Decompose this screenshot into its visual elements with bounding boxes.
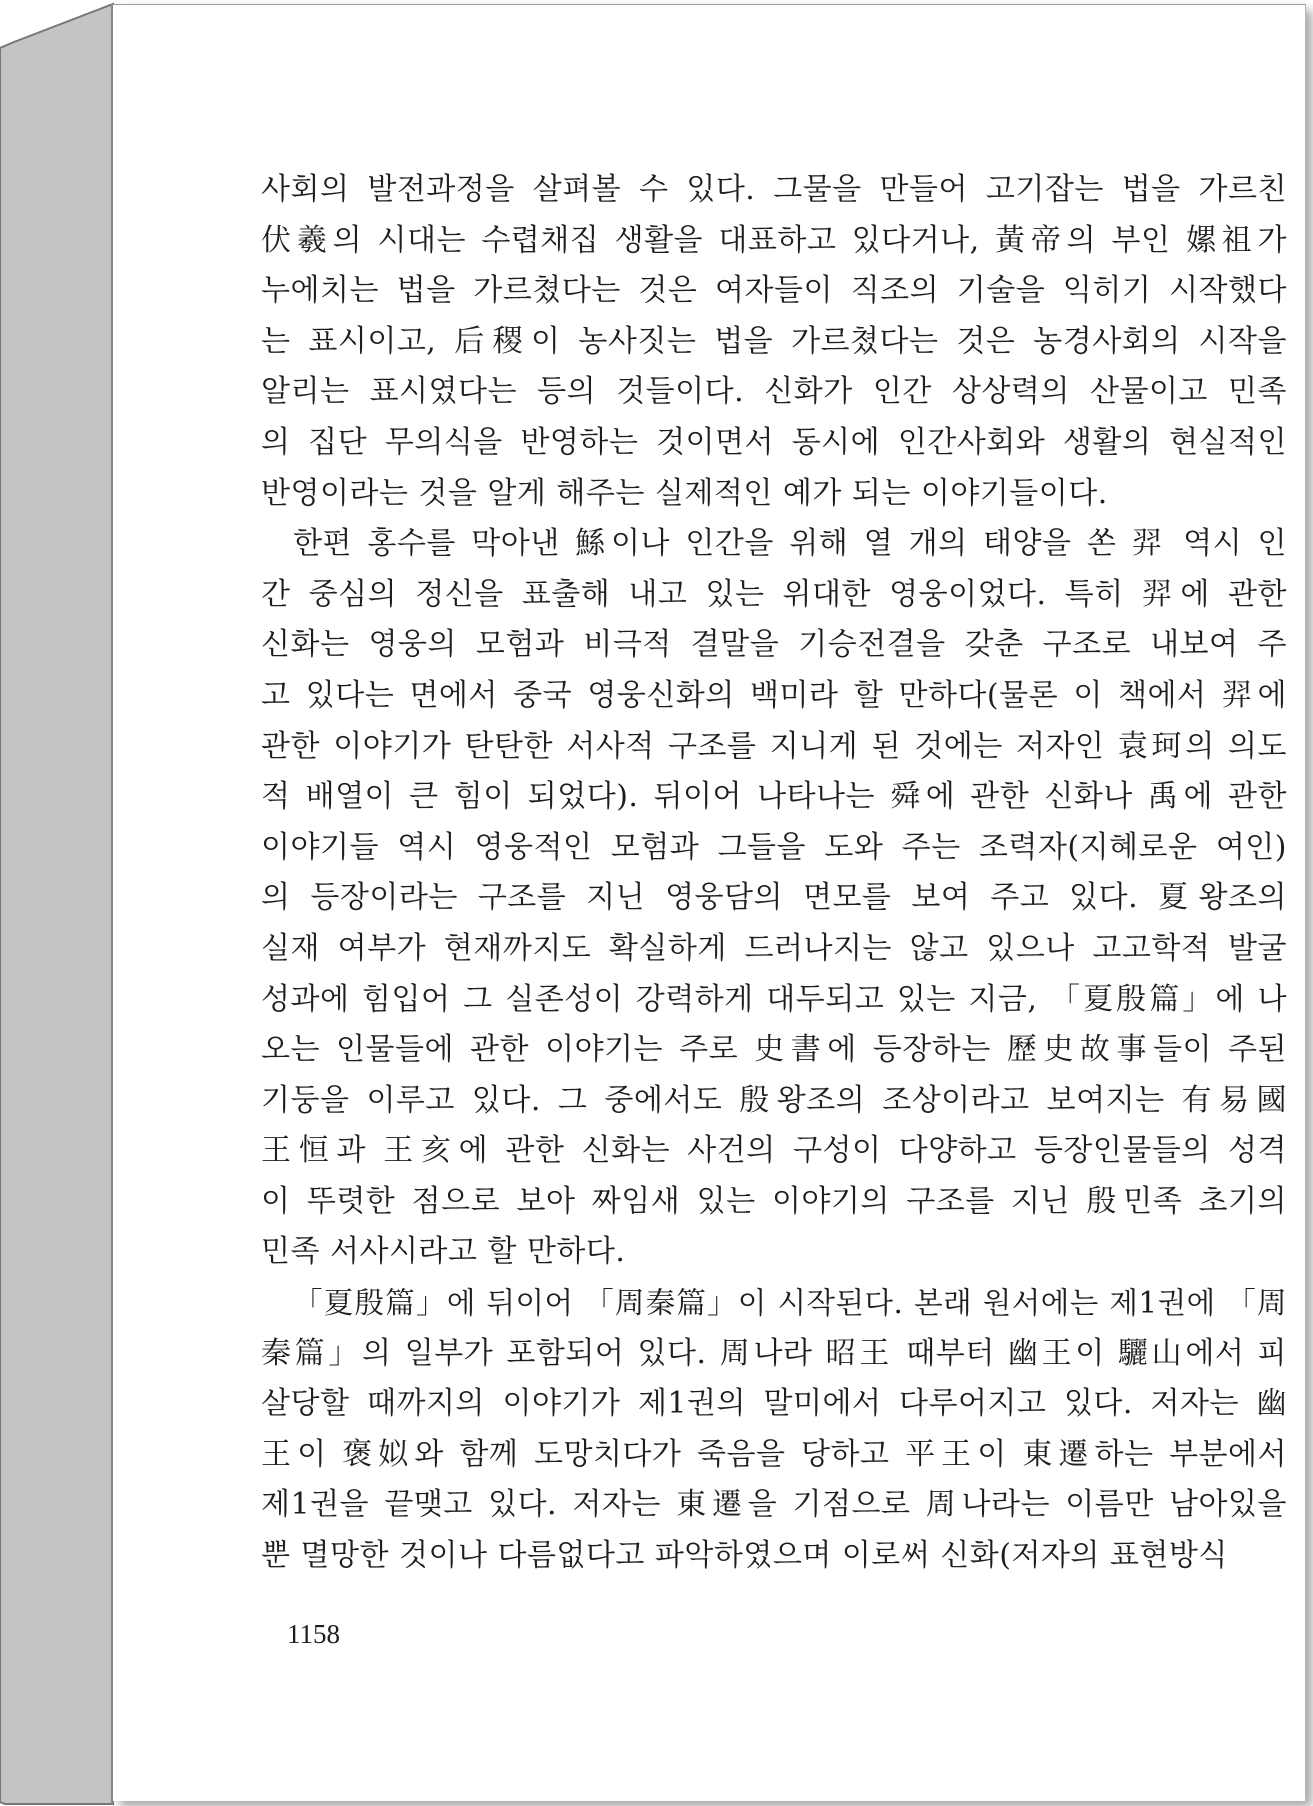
text-line: 秦篇」의 일부가 포함되어 있다. 周나라 昭王 때부터 幽王이 驪山에서 피	[261, 1335, 1287, 1371]
text-line: 실재 여부가 현재까지도 확실하게 드러나지는 않고 있으나 고고학적 발굴	[261, 930, 1287, 966]
text-line: 신화는 영웅의 모험과 비극적 결말을 기승전결을 갖춘 구조로 내보여 주	[261, 627, 1287, 663]
text-line: 관한 이야기가 탄탄한 서사적 구조를 지니게 된 것에는 저자인 袁珂의 의도	[261, 728, 1287, 764]
book-spine-edge	[0, 0, 118, 1806]
text-line: 성과에 힘입어 그 실존성이 강력하게 대두되고 있는 지금, 「夏殷篇」에 나	[261, 981, 1287, 1017]
text-line: 제1권을 끝맺고 있다. 저자는 東遷을 기점으로 周나라는 이름만 남아있을	[261, 1487, 1287, 1523]
body-text	[261, 165, 1287, 1582]
text-line: 알리는 표시였다는 등의 것들이다. 신화가 인간 상상력의 산물이고 민족	[261, 374, 1287, 410]
text-line: 사회의 발전과정을 살펴볼 수 있다. 그물을 만들어 고기잡는 법을 가르친	[261, 172, 1287, 207]
text-line: 이 뚜렷한 점으로 보아 짜임새 있는 이야기의 구조를 지닌 殷민족 초기의	[261, 1183, 1287, 1219]
text-line: 살당할 때까지의 이야기가 제1권의 말미에서 다루어지고 있다. 저자는 幽	[261, 1386, 1287, 1422]
text-line: 한편 홍수를 막아낸 鯀이나 인간을 위해 열 개의 태양을 쏜 羿 역시 인	[293, 526, 1287, 562]
page-number: 1158	[287, 1619, 340, 1649]
text-line: 뿐 멸망한 것이나 다름없다고 파악하였으며 이로써 신화(저자의 표현방식	[261, 1538, 1228, 1574]
text-line: 伏羲의 시대는 수렵채집 생활을 대표하고 있다거나, 黃帝의 부인 嫘祖가	[261, 222, 1287, 258]
text-line: 「夏殷篇」에 뒤이어 「周秦篇」이 시작된다. 본래 원서에는 제1권에 「周	[293, 1286, 1287, 1321]
text-line: 적 배열이 큰 힘이 되었다). 뒤이어 나타나는 舜에 관한 신화나 禹에 관한	[261, 779, 1287, 815]
text-line: 王이 褒姒와 함께 도망치다가 죽음을 당하고 平王이 東遷하는 부분에서	[261, 1436, 1287, 1472]
text-line: 오는 인물들에 관한 이야기는 주로 史書에 등장하는 歷史故事들이 주된	[261, 1032, 1287, 1068]
paragraph	[261, 1278, 1287, 1582]
text-line: 반영이라는 것을 알게 해주는 실제적인 예가 되는 이야기들이다.	[261, 475, 1108, 511]
text-line: 이야기들 역시 영웅적인 모험과 그들을 도와 주는 조력자(지혜로운 여인)	[261, 829, 1287, 865]
text-line: 간 중심의 정신을 표출해 내고 있는 위대한 영웅이었다. 특히 羿에 관한	[261, 576, 1287, 612]
paragraph	[261, 519, 1287, 1278]
text-line: 王恒과 王亥에 관한 신화는 사건의 구성이 다양하고 등장인물들의 성격	[261, 1133, 1287, 1169]
book-page	[113, 4, 1306, 1801]
text-line: 기둥을 이루고 있다. 그 중에서도 殷왕조의 조상이라고 보여지는 有易國	[261, 1082, 1287, 1118]
text-line: 의 집단 무의식을 반영하는 것이면서 동시에 인간사회와 생활의 현실적인	[261, 424, 1287, 460]
paragraph	[261, 165, 1287, 519]
text-line: 누에치는 법을 가르쳤다는 것은 여자들이 직조의 기술을 익히기 시작했다	[261, 273, 1287, 309]
text-line: 민족 서사시라고 할 만하다.	[261, 1234, 626, 1270]
text-line: 고 있다는 면에서 중국 영웅신화의 백미라 할 만하다(물론 이 책에서 羿에	[261, 677, 1287, 713]
text-line: 의 등장이라는 구조를 지닌 영웅담의 면모를 보여 주고 있다. 夏왕조의	[261, 880, 1287, 916]
text-line: 는 표시이고, 后稷이 농사짓는 법을 가르쳤다는 것은 농경사회의 시작을	[261, 323, 1287, 359]
